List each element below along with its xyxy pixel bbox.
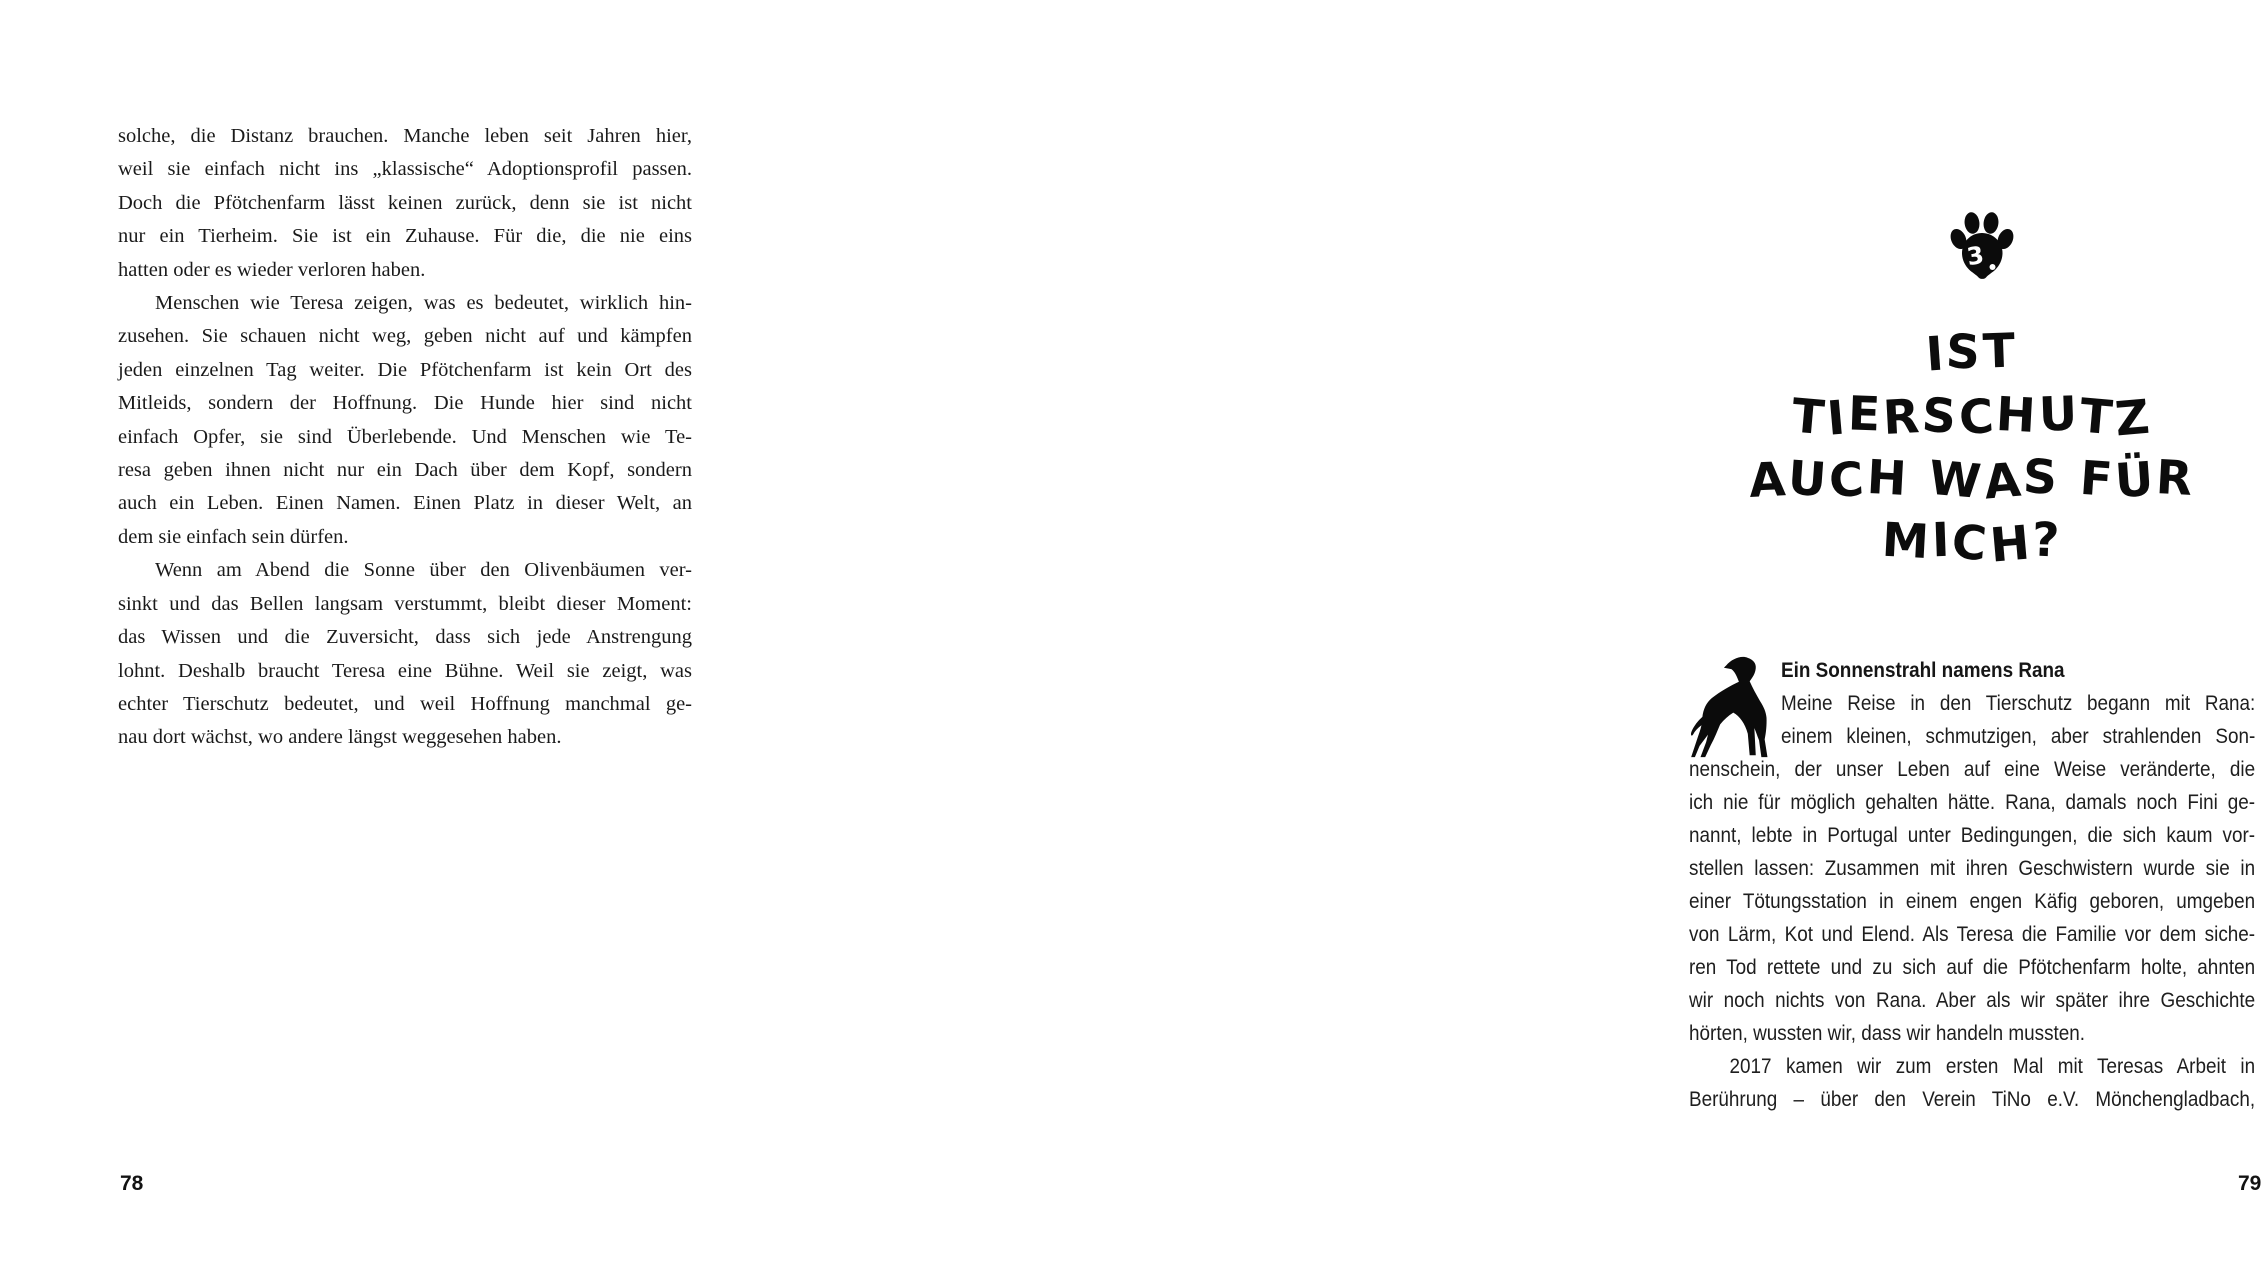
text-line: sinkt und das Bellen langsam verstummt, bleibt dieser Moment: [118,592,692,615]
paragraph [1689,1050,2255,1116]
page-number-left: 78 [120,1172,144,1195]
text-line: nur ein Tierheim. Sie ist ein Zuhause. Für die, die nie eins [118,225,692,248]
text-line: wir noch nichts von Rana. Aber als wir später ihre Geschichte [1689,989,2256,1012]
text-line: einfach Opfer, sie sind Überlebende. Und Menschen wie Te- [118,425,692,448]
text-line: einer Tötungsstation in einem engen Käfig geboren, umgeben [1689,890,2256,913]
text-line: solche, die Distanz brauchen. Manche leben seit Jahren hier, [118,125,692,147]
section-heading: Ein Sonnenstrahl namens Rana [1781,659,2065,682]
chapter-title-line: IST [1923,323,2020,383]
text-line: Wenn am Abend die Sonne über den Olivenbäumen ver- [155,559,692,582]
chapter-title-line: AUCH WAS FÜR [1747,449,2197,511]
text-line: ren Tod rettete und zu sich auf die Pfötchenfarm holte, ahnten [1689,956,2256,979]
text-line: von Lärm, Kot und Elend. Als Teresa die Familie vor dem siche- [1689,923,2256,946]
paragraph [118,554,692,754]
text-line: einem kleinen, schmutzigen, aber strahlenden Son- [1781,725,2256,748]
paw-print-icon [1950,212,2014,282]
chapter-number: 3 [1964,240,1986,272]
text-line: hörten, wussten wir, dass wir handeln mussten. [1689,1022,2086,1045]
text-line: Berührung – über den Verein TiNo e.V. Mönchengladbach, [1689,1088,2256,1111]
text-line: auch ein Leben. Einen Namen. Einen Platz in dieser Welt, an [118,492,692,515]
text-line: stellen lassen: Zusammen mit ihren Geschwistern wurde sie in [1689,857,2256,880]
page-number-right: 79 [2238,1172,2261,1195]
text-line: nannt, lebte in Portugal unter Bedingungen, die sich kaum vor- [1689,824,2256,847]
greyhound-silhouette-icon [1690,656,1785,759]
left-page-text-column [118,120,692,755]
chapter-title [1689,322,2255,574]
section-rana [1689,654,2255,1116]
text-line: hatten oder es wieder verloren haben. [118,258,426,281]
text-line: Meine Reise in den Tierschutz begann mit Rana: [1781,692,2256,715]
text-line: Menschen wie Teresa zeigen, was es bedeutet, wirklich hin- [155,292,692,315]
text-line: nau dort wächst, wo andere längst weggesehen haben. [118,726,562,749]
page-right [797,0,2261,1270]
text-line: Mitleids, sondern der Hoffnung. Die Hunde hier sind nicht [118,392,692,415]
page-left [0,0,797,1270]
text-line: Doch die Pfötchenfarm lässt keinen zurück, denn sie ist nicht [118,191,692,214]
text-line: weil sie einfach nicht ins „klassische“ Adoptionsprofil passen. [118,158,692,181]
chapter-title-line: TIERSCHUTZ [1789,386,2155,448]
text-line: resa geben ihnen nicht nur ein Dach über dem Kopf, sondern [118,459,692,482]
paragraph [118,120,692,287]
text-line: lohnt. Deshalb braucht Teresa eine Bühne. Weil sie zeigt, was [118,659,692,682]
text-line: echter Tierschutz bedeutet, und weil Hoffnung manchmal ge- [118,692,692,715]
text-line: nenschein, der unser Leben auf eine Weise veränderte, die [1689,758,2256,781]
text-line: das Wissen und die Zuversicht, dass sich jede Anstrengung [118,626,692,649]
text-line: jeden einzelnen Tag weiter. Die Pfötchenfarm ist kein Ort des [118,358,692,381]
text-line: dem sie einfach sein dürfen. [118,525,349,548]
text-line: 2017 kamen wir zum ersten Mal mit Teresas Arbeit in [1729,1055,2256,1078]
paragraph [118,287,692,554]
chapter-title-line: MICH? [1880,512,2064,574]
text-line: ich nie für möglich gehalten hätte. Rana, damals noch Fini ge- [1689,791,2256,814]
text-line: zusehen. Sie schauen nicht weg, geben nicht auf und kämpfen [118,325,692,348]
